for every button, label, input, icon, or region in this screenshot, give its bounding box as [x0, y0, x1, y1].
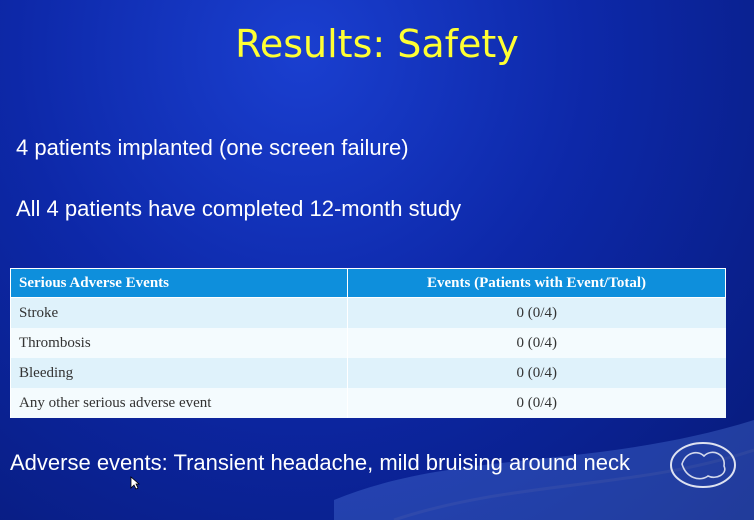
event-count-cell: 0 (0/4)	[348, 358, 726, 388]
adverse-events-note: Adverse events: Transient headache, mild bruising around neck	[10, 450, 631, 475]
event-name-cell: Thrombosis	[11, 328, 348, 358]
bullet-patients-implanted: 4 patients implanted (one screen failure)	[16, 135, 409, 160]
bullet-study-completed: All 4 patients have completed 12-month study	[16, 196, 462, 221]
event-count-cell: 0 (0/4)	[348, 298, 726, 329]
table-row	[11, 358, 726, 388]
event-count-cell: 0 (0/4)	[348, 388, 726, 418]
event-name-cell: Any other serious adverse event	[11, 388, 348, 418]
table-header-row	[11, 269, 726, 298]
column-header-count: Events (Patients with Event/Total)	[348, 269, 726, 298]
mouse-cursor-icon	[130, 476, 140, 490]
event-count-cell: 0 (0/4)	[348, 328, 726, 358]
serious-adverse-events-table	[10, 268, 726, 418]
event-name-cell: Stroke	[11, 298, 348, 329]
table-row	[11, 328, 726, 358]
event-name-cell: Bleeding	[11, 358, 348, 388]
table-row	[11, 298, 726, 329]
brain-logo-icon	[668, 440, 738, 490]
column-header-event: Serious Adverse Events	[11, 269, 348, 298]
slide-title: Results: Safety	[235, 22, 519, 66]
table-row	[11, 388, 726, 418]
